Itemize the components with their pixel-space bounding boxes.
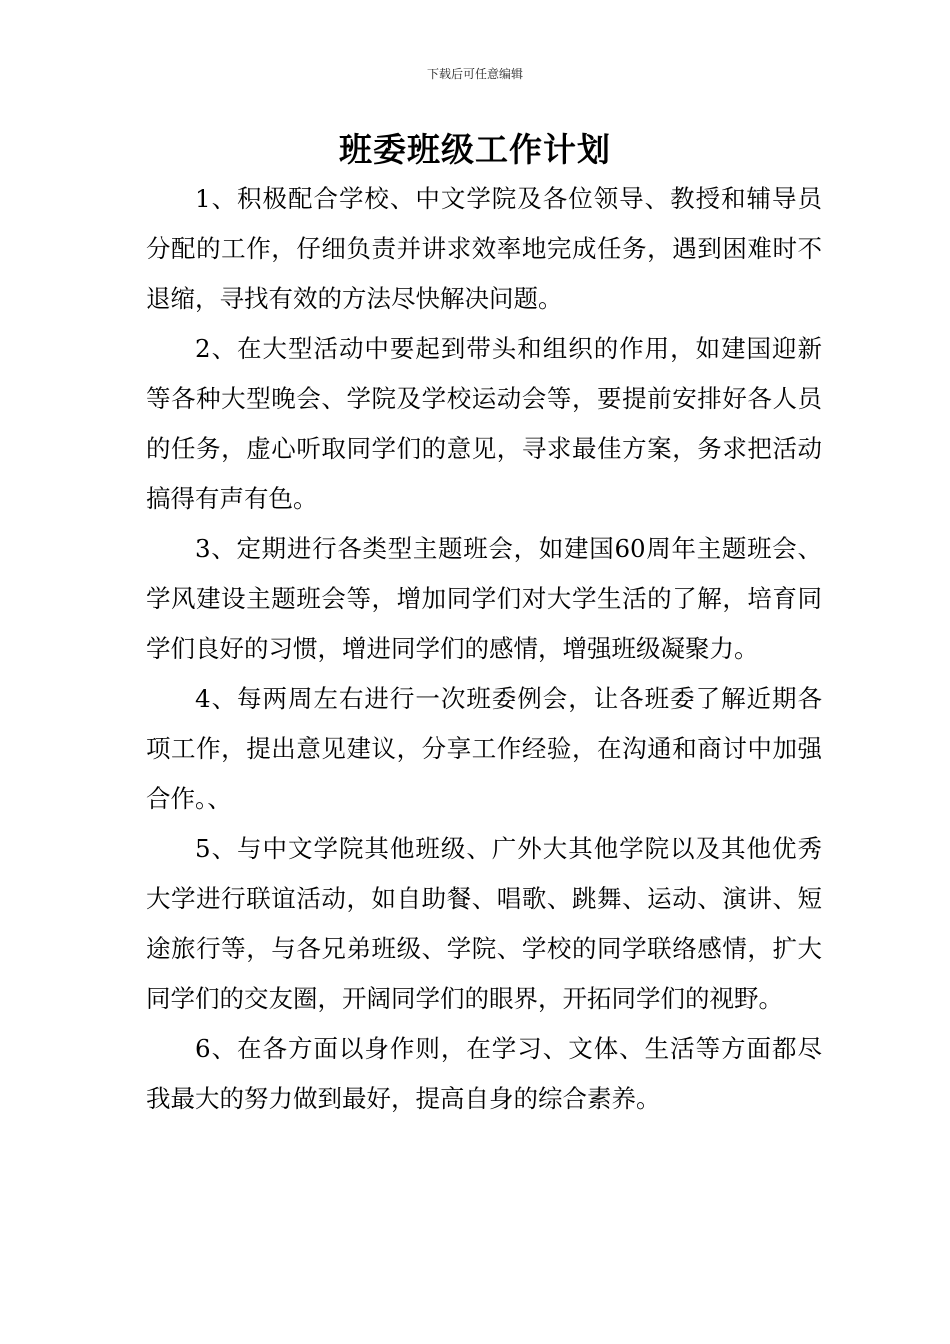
document-title: 班委班级工作计划 bbox=[339, 130, 611, 169]
header-note: 下载后可任意编辑 bbox=[426, 67, 523, 81]
paragraph-5: 5、与中文学院其他班级、广外大其他学院以及其他优秀大学进行联谊活动，如自助餐、唱歌、跳舞、运动、演讲、短途旅行等，与各兄弟班级、学院、学校的同学联络感情，扩大同学们的交友圈，开阔同学们的眼界，开拓同学们的视野。 bbox=[146, 834, 822, 1013]
document-body bbox=[146, 174, 822, 1124]
paragraph-1: 1、积极配合学校、中文学院及各位领导、教授和辅导员分配的工作，仔细负责并讲求效率地完成任务，遇到困难时不退缩，寻找有效的方法尽快解决问题。 bbox=[146, 184, 822, 313]
paragraph-6: 6、在各方面以身作则，在学习、文体、生活等方面都尽我最大的努力做到最好，提高自身的综合素养。 bbox=[146, 1034, 822, 1113]
paragraph-4: 4、每两周左右进行一次班委例会，让各班委了解近期各项工作，提出意见建议，分享工作经验，在沟通和商讨中加强合作。、 bbox=[146, 684, 822, 813]
paragraph-3: 3、定期进行各类型主题班会，如建国60周年主题班会、学风建设主题班会等，增加同学们对大学生活的了解，培育同学们良好的习惯，增进同学们的感情，增强班级凝聚力。 bbox=[146, 534, 822, 663]
paragraph-2: 2、在大型活动中要起到带头和组织的作用，如建国迎新等各种大型晚会、学院及学校运动会等，要提前安排好各人员的任务，虚心听取同学们的意见，寻求最佳方案，务求把活动搞得有声有色。 bbox=[146, 334, 822, 513]
